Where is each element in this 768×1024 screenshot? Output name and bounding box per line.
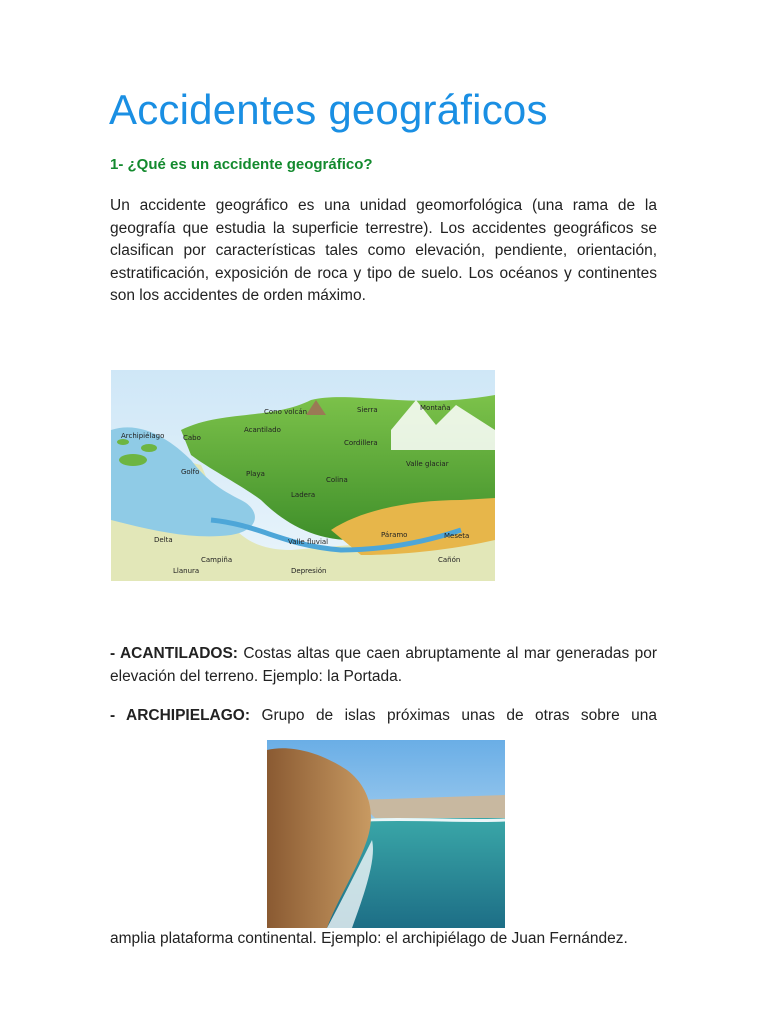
acantilados-term: - ACANTILADOS: bbox=[110, 645, 238, 662]
cliff-photo bbox=[267, 740, 505, 928]
label-valle-glaciar: Valle glaciar bbox=[406, 460, 449, 468]
island bbox=[141, 444, 157, 452]
surf bbox=[367, 819, 505, 820]
question-heading: 1- ¿Qué es un accidente geográfico? bbox=[110, 156, 373, 173]
acantilados-paragraph bbox=[110, 643, 657, 688]
island bbox=[119, 454, 147, 466]
label-colina: Colina bbox=[326, 476, 348, 484]
landforms-diagram bbox=[111, 370, 495, 581]
label-delta: Delta bbox=[154, 536, 173, 544]
archipielago-paragraph bbox=[110, 705, 657, 728]
label-montana: Montaña bbox=[420, 404, 451, 412]
label-archipielago: Archipiélago bbox=[121, 432, 165, 440]
label-sierra: Sierra bbox=[357, 406, 378, 414]
label-golfo: Golfo bbox=[181, 468, 200, 476]
label-paramo: Páramo bbox=[381, 531, 408, 539]
label-cordillera: Cordillera bbox=[344, 439, 378, 447]
label-canon: Cañón bbox=[438, 556, 461, 564]
intro-paragraph: Un accidente geográfico es una unidad geomorfológica (una rama de la geografía que estudia la superficie terrestre). Los accidentes geográficos se clasifican por características tales como elevación, pendiente, orientación, estratificación, exposición de roca y tipo de suelo. Los océanos y continentes son los accidentes de orden máximo. bbox=[110, 197, 657, 305]
archipielago-term: - ARCHIPIELAGO: bbox=[110, 707, 251, 724]
acantilados-text: Costas altas que caen abruptamente al mar generadas por elevación del terreno. Ejemplo: la Portada. bbox=[110, 645, 658, 685]
page-title: Accidentes geográficos bbox=[109, 86, 548, 133]
label-meseta: Meseta bbox=[444, 532, 470, 540]
label-llanura: Llanura bbox=[173, 567, 200, 575]
label-valle-fluvial: Valle fluvial bbox=[288, 538, 329, 546]
label-acantilado: Acantilado bbox=[244, 426, 281, 434]
label-cono-volcan: Cono volcán bbox=[264, 408, 308, 416]
archipielago-paragraph-cont: amplia plataforma continental. Ejemplo: el archipiélago de Juan Fernández. bbox=[110, 930, 628, 947]
archipielago-text: Grupo de islas próximas unas de otras sobre una bbox=[250, 707, 657, 724]
label-cabo: Cabo bbox=[183, 434, 201, 442]
label-playa: Playa bbox=[246, 470, 265, 478]
label-depresion: Depresión bbox=[291, 567, 327, 575]
label-campina: Campiña bbox=[201, 556, 233, 564]
label-ladera: Ladera bbox=[291, 491, 316, 499]
